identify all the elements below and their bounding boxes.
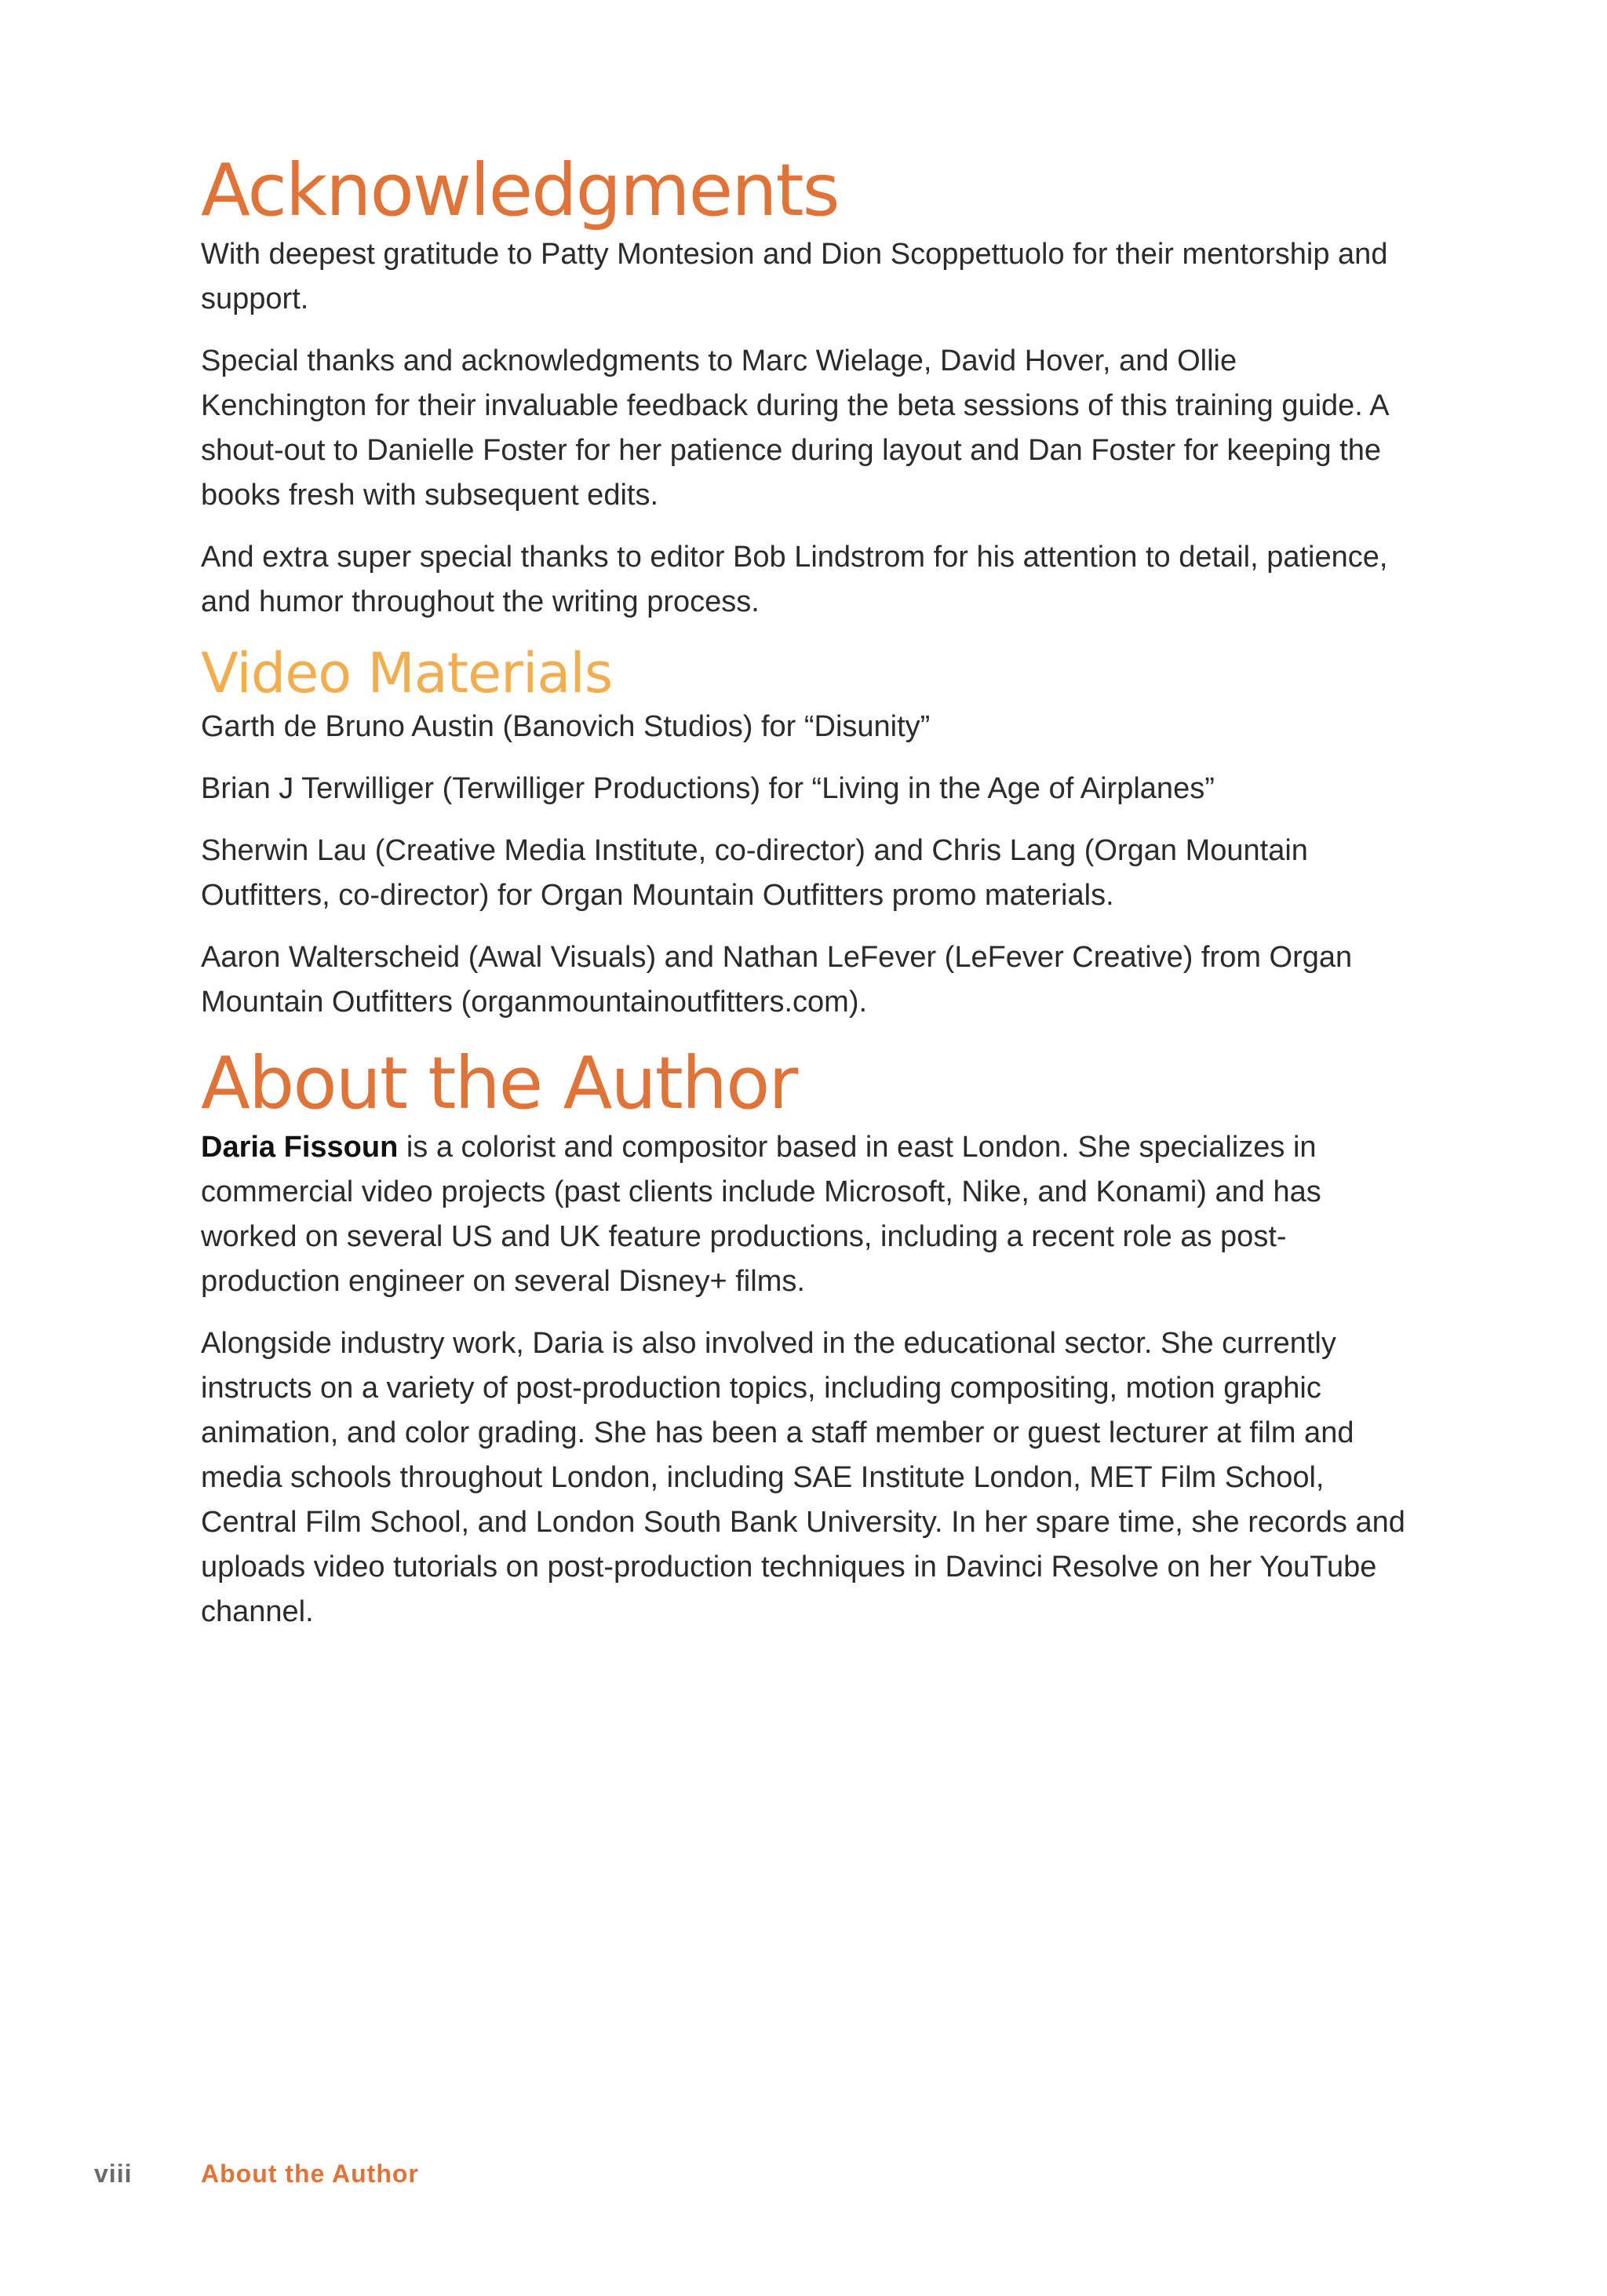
about-author-section <box>201 1042 1409 1635</box>
about-author-heading: About the Author <box>201 1041 797 1126</box>
page-number: viii <box>94 2159 133 2188</box>
acknowledgments-heading: Acknowledgments <box>201 148 839 232</box>
acknowledgments-paragraph: With deepest gratitude to Patty Montesion and Dion Scoppettuolo for their mentorship and support. <box>201 237 1388 315</box>
author-bio-text: is a colorist and compositor based in east London. She specializes in commercial video projects (past clients include Microsoft, Nike, and Konami) and has worked on several US and UK feature productions, including a recent role as post-production engineer on several Disney+ films. <box>201 1131 1321 1299</box>
page-footer <box>0 2159 1607 2191</box>
running-head: About the Author <box>201 2159 419 2188</box>
video-materials-entry: Sherwin Lau (Creative Media Institute, co-director) and Chris Lang (Organ Mountain Outfitters, co-director) for Organ Mountain Outfitters promo materials. <box>201 834 1308 913</box>
video-materials-entry: Aaron Walterscheid (Awal Visuals) and Nathan LeFever (LeFever Creative) from Organ Mountain Outfitters (organmountainoutfitters.com). <box>201 941 1353 1019</box>
author-name: Daria Fissoun <box>201 1131 399 1164</box>
author-bio-paragraph <box>201 1125 1409 1304</box>
page-content <box>201 149 1409 1652</box>
video-materials-section <box>201 642 1409 1026</box>
acknowledgments-section <box>201 149 1409 625</box>
author-bio-paragraph: Alongside industry work, Daria is also involved in the educational sector. She currently instructs on a variety of post-production topics, including compositing, motion graphic animation, and color grading. She has been a staff member or guest lecturer at film and media schools throughout London, including SAE Institute London, MET Film School, Central Film School, and London South Bank University. In her spare time, she records and uploads video tutorials on post-production techniques in Davinci Resolve on her YouTube channel. <box>201 1327 1405 1629</box>
acknowledgments-paragraph: Special thanks and acknowledgments to Marc Wielage, David Hover, and Ollie Kenchington for their invaluable feedback during the beta sessions of this training guide. A shout-out to Danielle Foster for her patience during layout and Dan Foster for keeping the books fresh with subsequent edits. <box>201 344 1388 512</box>
video-materials-heading: Video Materials <box>201 640 613 705</box>
acknowledgments-paragraph: And extra super special thanks to editor Bob Lindstrom for his attention to detail, patience, and humor throughout the writing process. <box>201 540 1388 618</box>
video-materials-entry: Brian J Terwilliger (Terwilliger Productions) for “Living in the Age of Airplanes” <box>201 772 1215 806</box>
video-materials-entry: Garth de Bruno Austin (Banovich Studios) for “Disunity” <box>201 710 931 744</box>
